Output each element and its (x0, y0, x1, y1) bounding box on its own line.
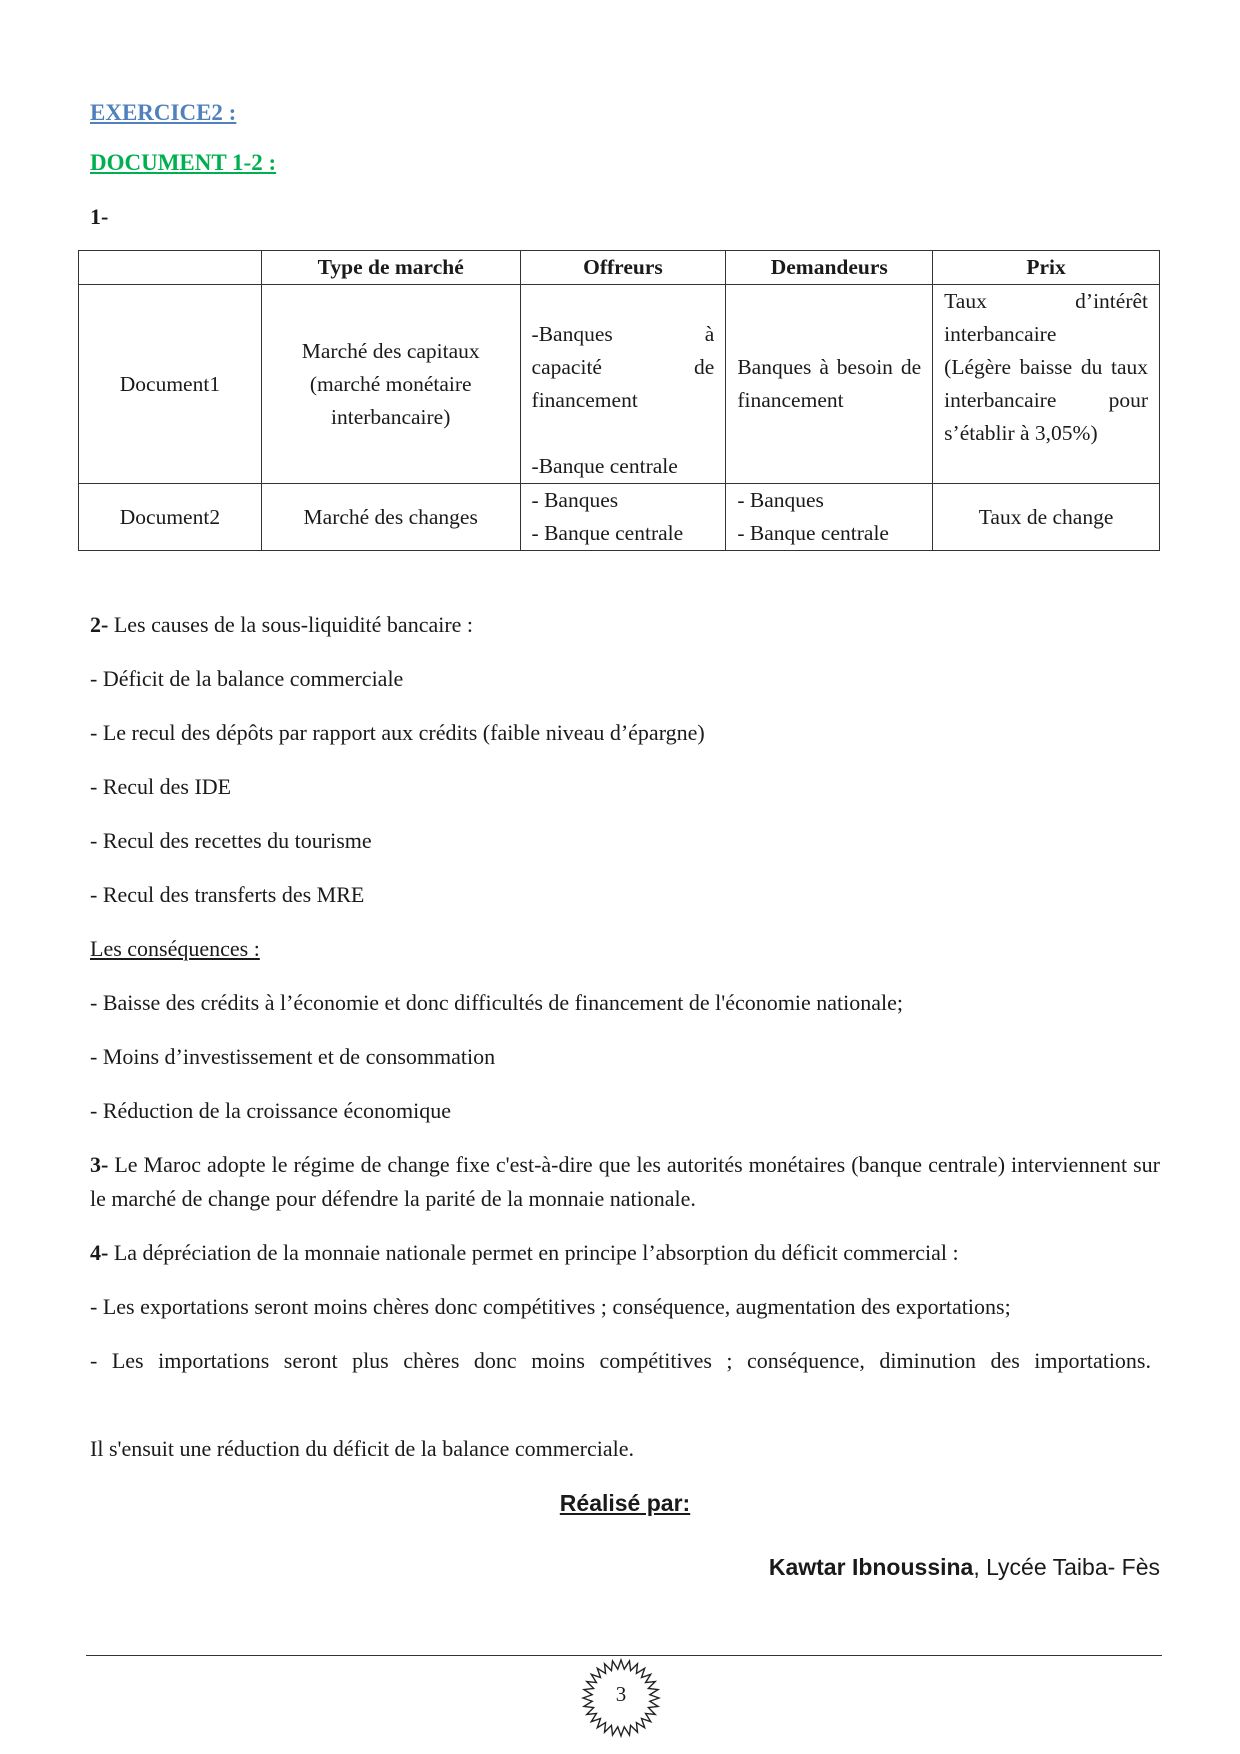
q4-point: - Les importations seront plus chères donc moins compétitives ; conséquence, diminution des importations. (90, 1348, 1151, 1373)
table-header-row (79, 251, 1160, 285)
cell-document2: Document2 (79, 484, 262, 551)
prix-text: (Légère baisse du taux interbancaire pour s’établir à 3,05%) (944, 355, 1148, 445)
q4-point: - Les exportations seront moins chères donc compétitives ; conséquence, augmentation des exportations; (90, 1294, 1011, 1319)
header-demandeurs: Demandeurs (726, 251, 933, 285)
table-row (79, 484, 1160, 551)
offre-line (532, 351, 715, 384)
offre-word: de (694, 355, 715, 379)
consequence-item: - Baisse des crédits à l’économie et donc difficultés de financement de l'économie nationale; (90, 990, 903, 1015)
offre-line: - Banques (531, 488, 619, 512)
q4-intro-text: La dépréciation de la monnaie nationale permet en principe l’absorption du déficit commercial : (108, 1240, 959, 1265)
offre-word: à (704, 322, 715, 346)
exercise-title: EXERCICE2 : (90, 100, 237, 125)
consequence-item: - Réduction de la croissance économique (90, 1098, 452, 1123)
cell-type-changes: Marché des changes (261, 484, 520, 551)
cell-prix-1 (933, 285, 1160, 484)
prix-word: d’intérêt (1075, 289, 1148, 313)
cause-item: - Recul des transferts des MRE (90, 882, 365, 907)
offre-word: -Banques (531, 322, 613, 346)
cell-document1: Document1 (79, 285, 262, 484)
cause-item: - Recul des IDE (90, 774, 232, 799)
document-title: DOCUMENT 1-2 : (90, 150, 277, 175)
cell-demandeurs-2 (726, 484, 933, 551)
cell-offreurs-2 (520, 484, 726, 551)
prix-line (944, 285, 1148, 318)
footer-divider (86, 1655, 1162, 1656)
offre-word: capacité (531, 355, 602, 379)
header-type: Type de marché (261, 251, 520, 285)
market-table (78, 250, 1160, 551)
q2-intro (90, 608, 1160, 642)
demande-line: - Banques (737, 488, 824, 512)
q2-intro-text: Les causes de la sous-liquidité bancaire : (108, 612, 474, 637)
cause-item: - Le recul des dépôts par rapport aux crédits (faible niveau d’épargne) (90, 720, 705, 745)
page-number: 3 (615, 1682, 627, 1706)
q2-number: 2- (90, 612, 109, 637)
offre-line: financement (531, 388, 638, 412)
cell-demandeurs-1: Banques à besoin de financement (726, 285, 933, 484)
cell-type-capitaux (261, 285, 520, 484)
type-line: interbancaire) (331, 404, 451, 429)
consequences-title-line (90, 932, 1160, 966)
author-line (769, 1554, 1160, 1581)
q3-number: 3- (90, 1152, 109, 1177)
author-name: Kawtar Ibnoussina (768, 1554, 974, 1580)
prix-word: Taux (944, 289, 987, 313)
question-1-label: 1- (90, 204, 109, 229)
consequences-title: Les conséquences : (90, 936, 260, 961)
prix-line: interbancaire (944, 322, 1057, 346)
offre-line: - Banque centrale (531, 521, 684, 545)
q4-intro (90, 1236, 1160, 1270)
consequence-item: - Moins d’investissement et de consommation (90, 1044, 496, 1069)
header-empty (79, 251, 262, 285)
cell-offreurs-1 (520, 285, 726, 484)
demande-line: - Banque centrale (737, 521, 889, 545)
cause-item: - Recul des recettes du tourisme (90, 828, 372, 853)
q4-conclusion: Il s'ensuit une réduction du déficit de la balance commerciale. (90, 1436, 634, 1461)
header-prix: Prix (933, 251, 1160, 285)
q4-number: 4- (90, 1240, 109, 1265)
header-offreurs: Offreurs (520, 251, 726, 285)
cell-prix-2: Taux de change (933, 484, 1160, 551)
table-row (79, 285, 1160, 484)
offre-line (532, 318, 715, 351)
type-line: Marché des capitaux (301, 338, 480, 363)
q3-paragraph (90, 1148, 1160, 1216)
type-line: (marché monétaire (309, 371, 472, 396)
q3-text: Le Maroc adopte le régime de change fixe c'est-à-dire que les autorités monétaires (banque centrale) interviennent sur le marché de change pour défendre la parité de la monnaie nationale. (90, 1152, 1160, 1211)
offre-line: -Banque centrale (531, 454, 678, 478)
realise-par-label: Réalisé par: (559, 1490, 691, 1516)
author-school: , Lycée Taiba- Fès (973, 1554, 1160, 1580)
cause-item: - Déficit de la balance commerciale (90, 666, 404, 691)
